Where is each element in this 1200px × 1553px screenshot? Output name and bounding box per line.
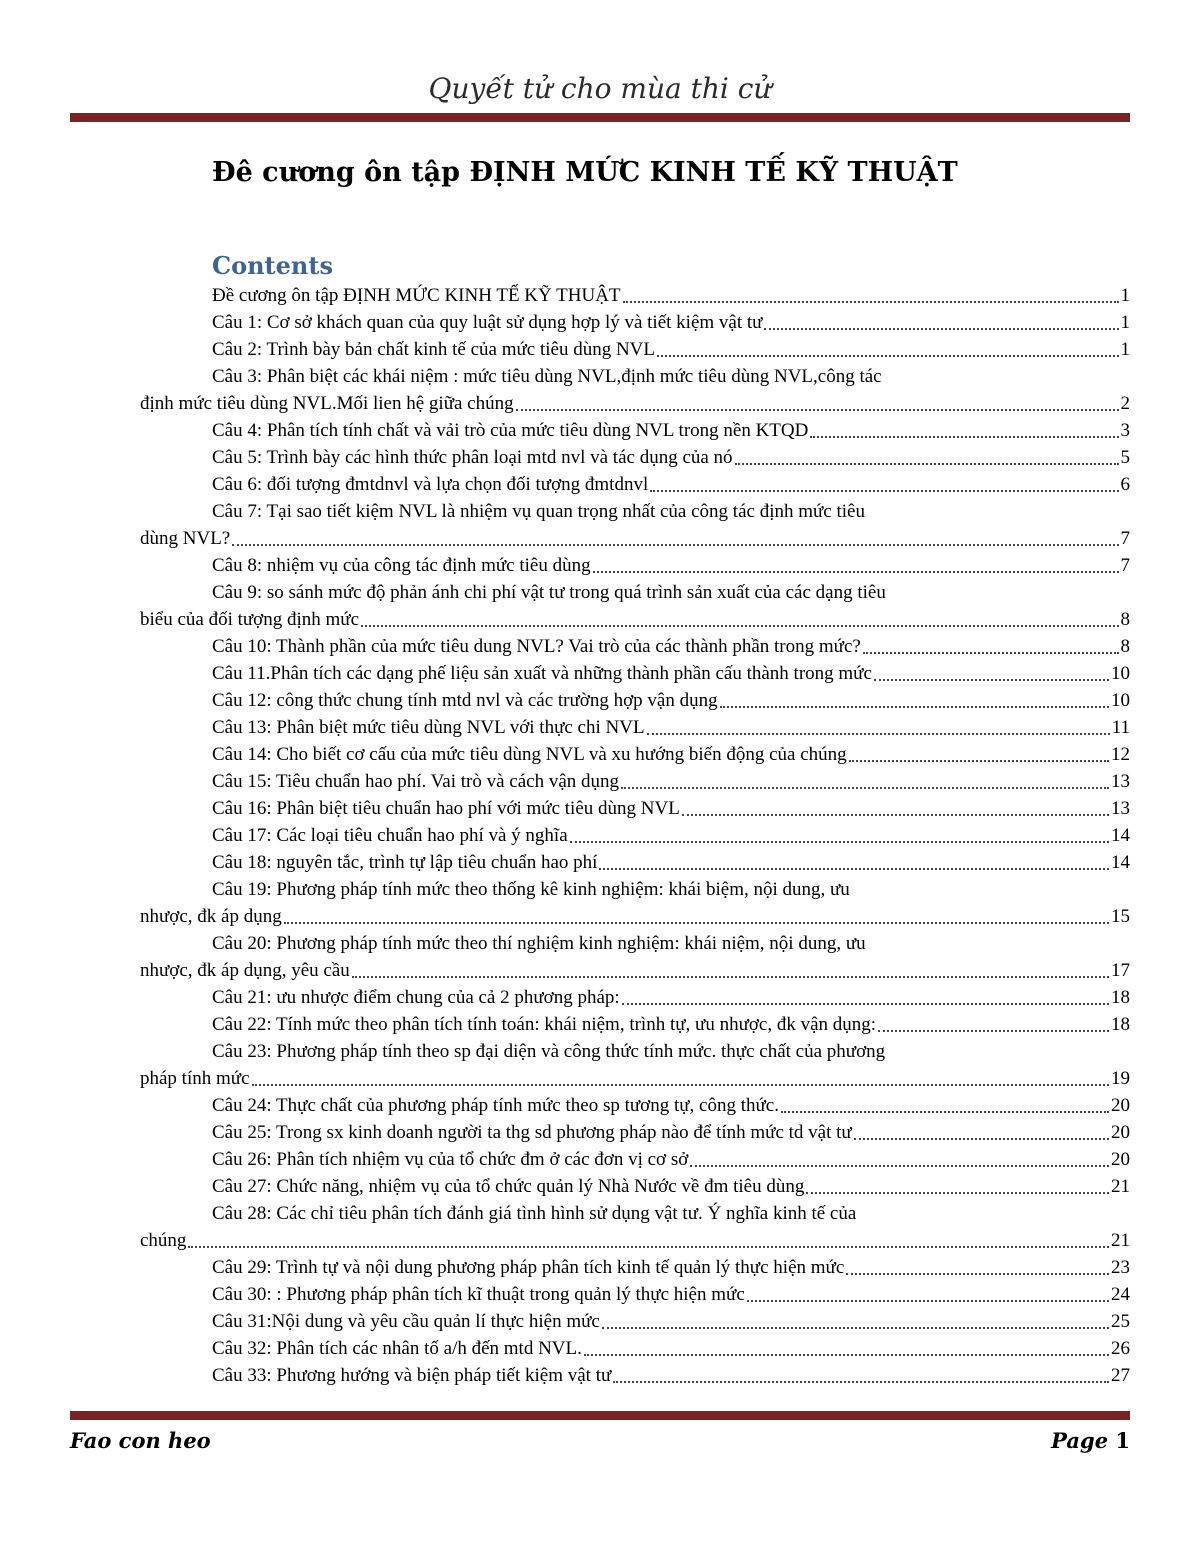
toc-page-number: 19 [1111, 1068, 1130, 1089]
footer-rule [70, 1411, 1130, 1420]
toc-page-number: 7 [1120, 555, 1130, 576]
toc-entry-text: Câu 8: nhiệm vụ của công tác định mức tiêu dùng [212, 555, 591, 576]
toc-entry-text: Câu 12: công thức chung tính mtd nvl và các trường hợp vận dụng [212, 690, 718, 711]
dot-leader [650, 490, 1118, 492]
toc-entry-text: Câu 5: Trình bày các hình thức phân loại mtd nvl và tác dụng của nó [212, 447, 733, 468]
dot-leader [863, 652, 1119, 654]
dot-leader [810, 436, 1118, 438]
toc-page-number: 14 [1111, 825, 1130, 846]
toc-page-number: 8 [1120, 609, 1130, 630]
toc-entry[interactable] [140, 282, 1130, 309]
toc-entry[interactable] [140, 1308, 1130, 1335]
toc-entry[interactable] [140, 1254, 1130, 1281]
toc-page-number: 20 [1111, 1095, 1130, 1116]
toc-entry-text-continued: định mức tiêu dùng NVL.Mối lien hệ giữa chúng [140, 393, 514, 414]
footer-page-indicator [1051, 1428, 1130, 1453]
dot-leader [361, 625, 1118, 627]
toc-page-number: 23 [1111, 1257, 1130, 1278]
toc-entry-text: Câu 15: Tiêu chuẩn hao phí. Vai trò và cách vận dụng [212, 771, 620, 792]
dot-leader [781, 1111, 1109, 1113]
toc-entry[interactable] [140, 1011, 1130, 1038]
toc-entry-text: Câu 4: Phân tích tính chất và vải trò của mức tiêu dùng NVL trong nền KTQD [212, 420, 809, 441]
toc-entry[interactable] [140, 687, 1130, 714]
toc-page-number: 20 [1111, 1122, 1130, 1143]
dot-leader [747, 1300, 1109, 1302]
toc-entry-text: Câu 13: Phân biệt mức tiêu dùng NVL với thực chi NVL [212, 717, 645, 738]
toc-page-number: 27 [1111, 1365, 1130, 1386]
toc-entry-text: Câu 28: Các chỉ tiêu phân tích đánh giá tình hình sử dụng vật tư. Ý nghĩa kinh tế của [212, 1203, 857, 1224]
dot-leader [613, 1381, 1109, 1383]
dot-leader [516, 409, 1119, 411]
toc-entry[interactable] [140, 579, 1130, 633]
toc-page-number: 24 [1111, 1284, 1130, 1305]
toc-entry[interactable] [140, 849, 1130, 876]
dot-leader [682, 814, 1109, 816]
toc-page-number: 15 [1111, 906, 1130, 927]
dot-leader [621, 787, 1109, 789]
table-of-contents [140, 282, 1130, 1389]
toc-entry[interactable] [140, 741, 1130, 768]
toc-entry[interactable] [140, 471, 1130, 498]
toc-entry-text: Câu 7: Tại sao tiết kiệm NVL là nhiệm vụ quan trọng nhất của công tác định mức tiêu [212, 501, 865, 522]
dot-leader [599, 868, 1109, 870]
toc-entry-text: Câu 26: Phân tích nhiệm vụ của tổ chức đm ở các đơn vị cơ sở [212, 1149, 689, 1170]
toc-entry[interactable] [140, 552, 1130, 579]
toc-entry-text: Câu 33: Phương hướng và biện pháp tiết kiệm vật tư [212, 1365, 612, 1386]
toc-entry-text: Câu 1: Cơ sở khách quan của quy luật sử dụng hợp lý và tiết kiệm vật tư [212, 312, 763, 333]
toc-entry-text: Câu 29: Trình tự và nội dung phương pháp phân tích kinh tế quản lý thực hiện mức [212, 1257, 845, 1278]
dot-leader [720, 706, 1109, 708]
toc-entry-text: Câu 2: Trình bày bản chất kinh tế của mức tiêu dùng NVL [212, 339, 656, 360]
toc-page-number: 14 [1111, 852, 1130, 873]
toc-entry[interactable] [140, 660, 1130, 687]
toc-entry-text: Câu 17: Các loại tiêu chuẩn hao phí và ý nghĩa [212, 825, 568, 846]
header-rule [70, 113, 1130, 122]
toc-entry-text: Đề cương ôn tập ĐỊNH MỨC KINH TẾ KỸ THUẬT [212, 285, 621, 306]
toc-entry-text-continued: chúng [140, 1230, 187, 1251]
toc-entry[interactable] [140, 417, 1130, 444]
dot-leader [602, 1327, 1109, 1329]
toc-entry[interactable] [140, 1119, 1130, 1146]
toc-page-number: 3 [1120, 420, 1130, 441]
toc-entry[interactable] [140, 930, 1130, 984]
toc-page-number: 5 [1120, 447, 1130, 468]
dot-leader [690, 1165, 1109, 1167]
toc-page-number: 1 [1120, 339, 1130, 360]
toc-entry-text: Câu 20: Phương pháp tính mức theo thí nghiệm kinh nghiệm: khái niệm, nội dung, ưu [212, 933, 866, 954]
toc-page-number: 21 [1111, 1230, 1130, 1251]
dot-leader [623, 301, 1119, 303]
toc-entry-text: Câu 27: Chức năng, nhiệm vụ của tổ chức quản lý Nhà Nước về đm tiêu dùng [212, 1176, 805, 1197]
dot-leader [352, 976, 1109, 978]
toc-entry-text: Câu 14: Cho biết cơ cấu của mức tiêu dùng NVL và xu hướng biến động của chúng [212, 744, 847, 765]
toc-page-number: 8 [1120, 636, 1130, 657]
toc-page-number: 20 [1111, 1149, 1130, 1170]
dot-leader [849, 760, 1109, 762]
dot-leader [854, 1138, 1109, 1140]
toc-page-number: 26 [1111, 1338, 1130, 1359]
toc-entry-text: Câu 25: Trong sx kinh doanh người ta thg sd phương pháp nào để tính mức td vật tư [212, 1122, 852, 1143]
toc-entry[interactable] [140, 336, 1130, 363]
toc-page-number: 1 [1120, 285, 1130, 306]
dot-leader [232, 544, 1118, 546]
toc-entry[interactable] [140, 795, 1130, 822]
toc-entry-text: Câu 19: Phương pháp tính mức theo thống kê kinh nghiệm: khái biệm, nội dung, ưu [212, 879, 850, 900]
toc-entry[interactable] [140, 363, 1130, 417]
toc-page-number: 10 [1111, 690, 1130, 711]
dot-leader [622, 1003, 1109, 1005]
toc-entry-text: Câu 23: Phương pháp tính theo sp đại diện và công thức tính mức. thực chất của phương [212, 1041, 886, 1062]
toc-entry-text: Câu 10: Thành phần của mức tiêu dung NVL? Vai trò của các thành phần trong mức? [212, 636, 861, 657]
toc-entry[interactable] [140, 1173, 1130, 1200]
dot-leader [806, 1192, 1109, 1194]
toc-entry-text: Câu 3: Phân biệt các khái niệm : mức tiêu dùng NVL,định mức tiêu dùng NVL,công tác [212, 366, 882, 387]
toc-entry[interactable] [140, 1038, 1130, 1092]
dot-leader [657, 355, 1118, 357]
toc-page-number: 25 [1111, 1311, 1130, 1332]
toc-heading: Contents [212, 251, 333, 280]
toc-page-number: 6 [1120, 474, 1130, 495]
dot-leader [570, 841, 1109, 843]
footer-author: Fao con heo [70, 1428, 211, 1453]
toc-entry[interactable] [140, 498, 1130, 552]
dot-leader [252, 1084, 1109, 1086]
footer-page-label: Page [1051, 1428, 1109, 1453]
toc-entry[interactable] [140, 444, 1130, 471]
dot-leader [188, 1246, 1109, 1248]
toc-page-number: 18 [1111, 1014, 1130, 1035]
toc-entry[interactable] [140, 1092, 1130, 1119]
toc-page-number: 1 [1120, 312, 1130, 333]
toc-entry[interactable] [140, 876, 1130, 930]
dot-leader [764, 328, 1118, 330]
toc-entry[interactable] [140, 822, 1130, 849]
toc-entry[interactable] [140, 309, 1130, 336]
document-title: Đê cương ôn tập ĐỊNH MỨC KINH TẾ KỸ THUẬT [212, 157, 958, 188]
toc-page-number: 21 [1111, 1176, 1130, 1197]
toc-page-number: 17 [1111, 960, 1130, 981]
toc-entry[interactable] [140, 768, 1130, 795]
toc-entry[interactable] [140, 633, 1130, 660]
toc-page-number: 2 [1120, 393, 1130, 414]
toc-entry-text: Câu 32: Phân tích các nhân tố a/h đến mtd NVL. [212, 1338, 582, 1359]
toc-entry-text: Câu 18: nguyên tắc, trình tự lập tiêu chuẩn hao phí [212, 852, 598, 873]
dot-leader [584, 1354, 1109, 1356]
toc-page-number: 11 [1111, 717, 1130, 738]
toc-entry[interactable] [140, 1335, 1130, 1362]
toc-entry-text: Câu 6: đối tượng đmtdnvl và lựa chọn đối tượng đmtdnvl [212, 474, 649, 495]
toc-page-number: 12 [1111, 744, 1130, 765]
dot-leader [874, 679, 1109, 681]
toc-entry-text: Câu 31:Nội dung và yêu cầu quản lí thực hiện mức [212, 1311, 600, 1332]
toc-entry-text-continued: biểu của đối tượng định mức [140, 609, 360, 630]
toc-entry-text: Câu 16: Phân biệt tiêu chuẩn hao phí với mức tiêu dùng NVL [212, 798, 680, 819]
dot-leader [735, 463, 1119, 465]
dot-leader [593, 571, 1119, 573]
toc-entry[interactable] [140, 984, 1130, 1011]
toc-page-number: 18 [1111, 987, 1130, 1008]
dot-leader [846, 1273, 1109, 1275]
toc-page-number: 10 [1111, 663, 1130, 684]
toc-entry[interactable] [140, 1362, 1130, 1389]
toc-page-number: 13 [1111, 798, 1130, 819]
running-header: Quyết tử cho mùa thi cử [428, 72, 772, 105]
toc-entry-text-continued: nhược, đk áp dụng [140, 906, 282, 927]
toc-page-number: 7 [1120, 528, 1130, 549]
toc-entry-text-continued: nhược, đk áp dụng, yêu cầu [140, 960, 350, 981]
toc-entry[interactable] [140, 714, 1130, 741]
footer-page-number: 1 [1115, 1428, 1130, 1453]
toc-entry-text-continued: pháp tính mức [140, 1068, 250, 1089]
toc-page-number: 13 [1111, 771, 1130, 792]
dot-leader [878, 1030, 1109, 1032]
toc-entry-text: Câu 22: Tính mức theo phân tích tính toán: khái niệm, trình tự, ưu nhược, đk vận dụng: [212, 1014, 877, 1035]
toc-entry-text: Câu 30: : Phương pháp phân tích kĩ thuật trong quản lý thực hiện mức [212, 1284, 745, 1305]
toc-entry[interactable] [140, 1200, 1130, 1254]
toc-entry-text: Câu 11.Phân tích các dạng phế liệu sản xuất và những thành phần cấu thành trong mức [212, 663, 872, 684]
toc-entry[interactable] [140, 1281, 1130, 1308]
toc-entry-text: Câu 21: ưu nhược điểm chung của cả 2 phương pháp: [212, 987, 620, 1008]
dot-leader [284, 922, 1109, 924]
toc-entry-text-continued: dùng NVL? [140, 528, 231, 549]
toc-entry[interactable] [140, 1146, 1130, 1173]
toc-entry-text: Câu 9: so sánh mức độ phản ánh chi phí vật tư trong quá trình sản xuất của các dạng tiêu [212, 582, 886, 603]
toc-entry-text: Câu 24: Thực chất của phương pháp tính mức theo sp tương tự, công thức. [212, 1095, 779, 1116]
dot-leader [647, 733, 1110, 735]
